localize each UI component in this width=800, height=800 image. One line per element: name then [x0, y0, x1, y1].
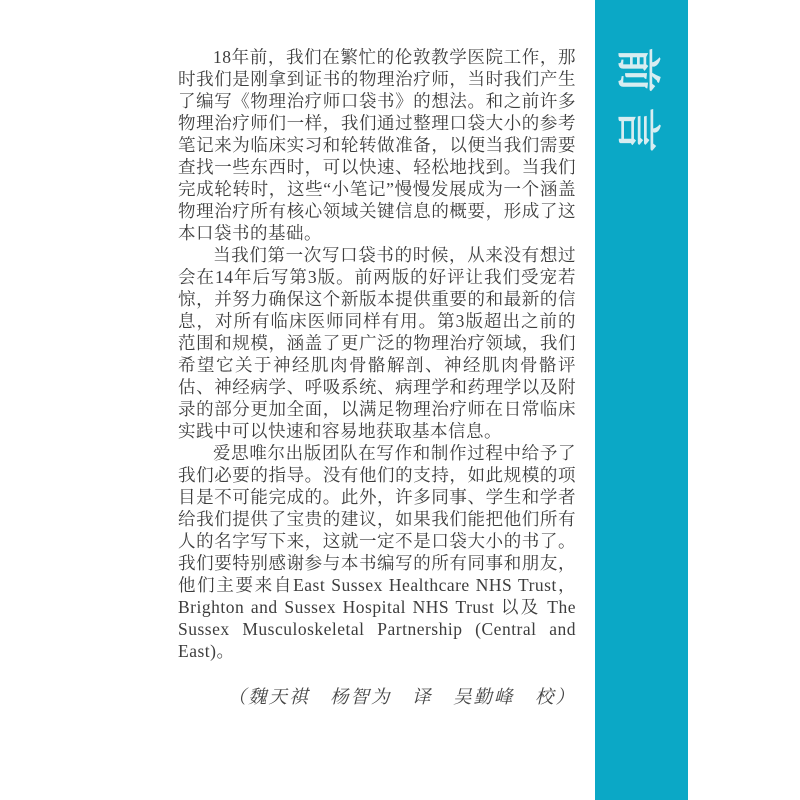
preface-paragraph-2: 当我们第一次写口袋书的时候，从来没有想过会在14年后写第3版。前两版的好评让我们受宠若惊，并努力确保这个新版本提供重要的和最新的信息，对所有临床医师同样有用。第3版超出之前的范围和规模，涵盖了更广泛的物理治疗领域，我们希望它关于神经肌肉骨骼解剖、神经肌肉骨骼评估、神经病学、呼吸系统、病理学和药理学以及附录的部分更加全面，以满足物理治疗师在日常临床实践中可以快速和容易地获取基本信息。 [178, 245, 576, 441]
preface-vertical-title: 前言 [611, 48, 663, 168]
preface-paragraph-1: 18年前，我们在繁忙的伦敦教学医院工作，那时我们是刚拿到证书的物理治疗师，当时我们产生了编写《物理治疗师口袋书》的想法。和之前许多物理治疗师们一样，我们通过整理口袋大小的参考笔记来为临床实习和轮转做准备，以便当我们需要查找一些东西时，可以快速、轻松地找到。当我们完成轮转时，这些“小笔记”慢慢发展成为一个涵盖物理治疗所有核心领域关键信息的概要，形成了这本口袋书的基础。 [178, 47, 576, 243]
preface-sidebar-band [595, 0, 688, 800]
preface-title-container [595, 0, 688, 200]
preface-paragraph-3: 爱思唯尔出版团队在写作和制作过程中给予了我们必要的指导。没有他们的支持，如此规模的项目是不可能完成的。此外，许多同事、学生和学者给我们提供了宝贵的建议，如果我们能把他们所有人的名字写下来，这就一定不是口袋大小的书了。我们要特别感谢参与本书编写的所有同事和朋友，他们主要来自East Sussex Healthcare NHS Trust，Brighton and Sussex Hospital NHS Trust 以及 The Sussex Musculoskeletal Partnership (Central and East)。 [178, 443, 576, 661]
preface-text-block [178, 46, 576, 710]
translator-credit-line: （魏天祺 杨智为 译 吴勤峰 校） [227, 688, 576, 708]
